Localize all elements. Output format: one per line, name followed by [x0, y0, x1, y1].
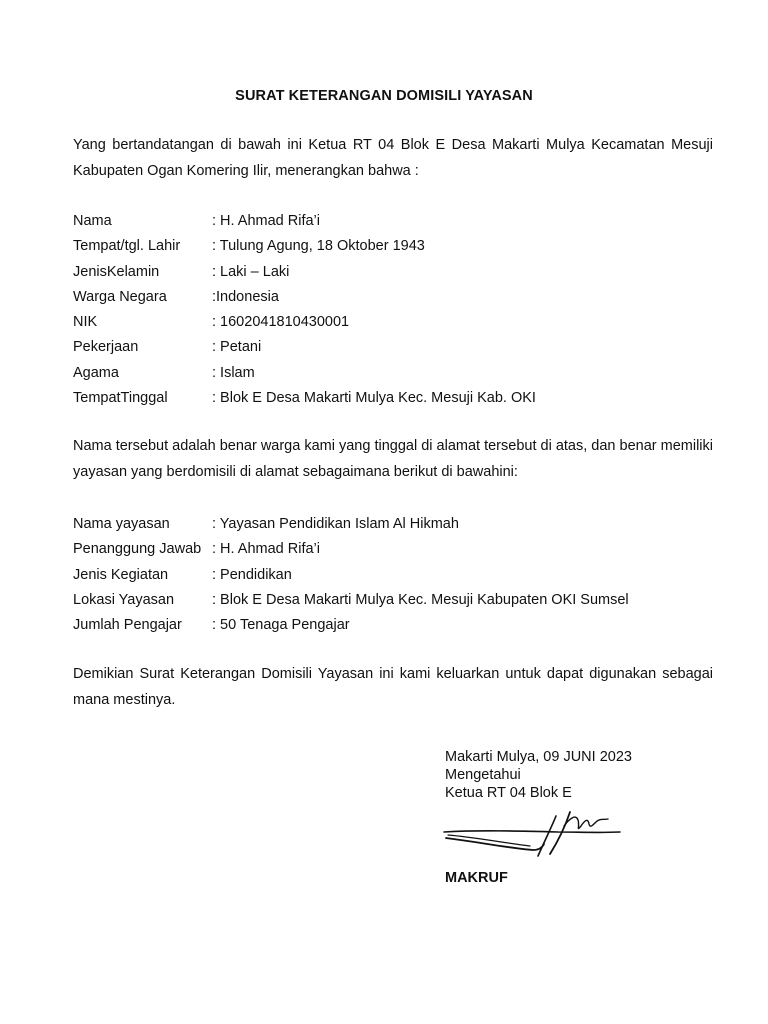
detail-value: : Blok E Desa Makarti Mulya Kec. Mesuji Kab. OKI [212, 390, 536, 407]
detail-label: Nama yayasan [73, 516, 170, 532]
signer-name: MAKRUF [445, 870, 508, 886]
detail-label: Warga Negara [73, 288, 167, 305]
detail-label: Jenis Kegiatan [73, 566, 169, 583]
detail-label: Lokasi Yayasan [73, 591, 175, 608]
detail-label: Nama [73, 213, 112, 229]
detail-label: Jumlah Pengajar [73, 617, 182, 634]
detail-value: : H. Ahmad Rifa’i [212, 541, 320, 558]
detail-row-lokasi-yayasan [73, 588, 733, 613]
place-date: Makarti Mulya, 09 JUNI 2023 [445, 749, 632, 765]
detail-label: TempatTinggal [73, 390, 168, 407]
detail-value: :Indonesia [212, 288, 279, 305]
detail-label: Agama [73, 364, 119, 381]
detail-value: : H. Ahmad Rifa’i [212, 213, 320, 229]
detail-row-jumlah-pengajar [73, 613, 733, 638]
handwritten-signature [438, 804, 623, 864]
detail-value: : 1602041810430001 [212, 314, 350, 331]
signature-block [445, 748, 632, 802]
detail-label: Tempat/tgl. Lahir [73, 238, 181, 255]
signer-position: Ketua RT 04 Blok E [445, 785, 572, 801]
detail-label: Pekerjaan [73, 339, 139, 356]
intro-paragraph: Yang bertandatangan di bawah ini Ketua RT 04 Blok E Desa Makarti Mulya Kecamatan Mesuji Kabupaten Ogan Komering Ilir, menerangkan bahwa : [73, 137, 713, 179]
closing-paragraph: Demikian Surat Keterangan Domisili Yayasan ini kami keluarkan untuk dapat digunakan sebagai mana mestinya. [73, 666, 713, 708]
detail-value: : 50 Tenaga Pengajar [212, 617, 350, 634]
detail-value: : Tulung Agung, 18 Oktober 1943 [212, 238, 425, 255]
detail-row-pekerjaan [73, 335, 733, 360]
detail-value: : Yayasan Pendidikan Islam Al Hikmah [212, 516, 459, 532]
detail-label: NIK [73, 314, 98, 331]
detail-row-jenis-kelamin [73, 260, 733, 285]
detail-value: : Islam [212, 364, 255, 381]
detail-row-jenis-kegiatan [73, 563, 733, 588]
acknowledge-label: Mengetahui [445, 767, 521, 783]
detail-label: Penanggung Jawab [73, 541, 202, 558]
detail-row-warga-negara [73, 285, 733, 310]
detail-row-tempat-tinggal [73, 386, 733, 411]
statement-paragraph: Nama tersebut adalah benar warga kami yang tinggal di alamat tersebut di atas, dan benar memiliki yayasan yang berdomisili di alamat sebagaimana berikut di bawahini: [73, 438, 713, 480]
detail-label: JenisKelamin [73, 263, 160, 280]
detail-value: : Petani [212, 339, 262, 356]
detail-row-tempat-tgl-lahir [73, 234, 733, 259]
detail-row-nama [73, 209, 733, 234]
detail-row-agama [73, 361, 733, 386]
personal-details [73, 209, 733, 411]
document-title: SURAT KETERANGAN DOMISILI YAYASAN [235, 88, 533, 104]
detail-row-nik [73, 310, 733, 335]
detail-row-nama-yayasan [73, 512, 733, 537]
yayasan-details [73, 512, 733, 638]
detail-row-penanggung-jawab [73, 537, 733, 562]
detail-value: : Blok E Desa Makarti Mulya Kec. Mesuji Kabupaten OKI Sumsel [212, 591, 629, 608]
detail-value: : Laki – Laki [212, 263, 290, 280]
detail-value: : Pendidikan [212, 566, 292, 583]
